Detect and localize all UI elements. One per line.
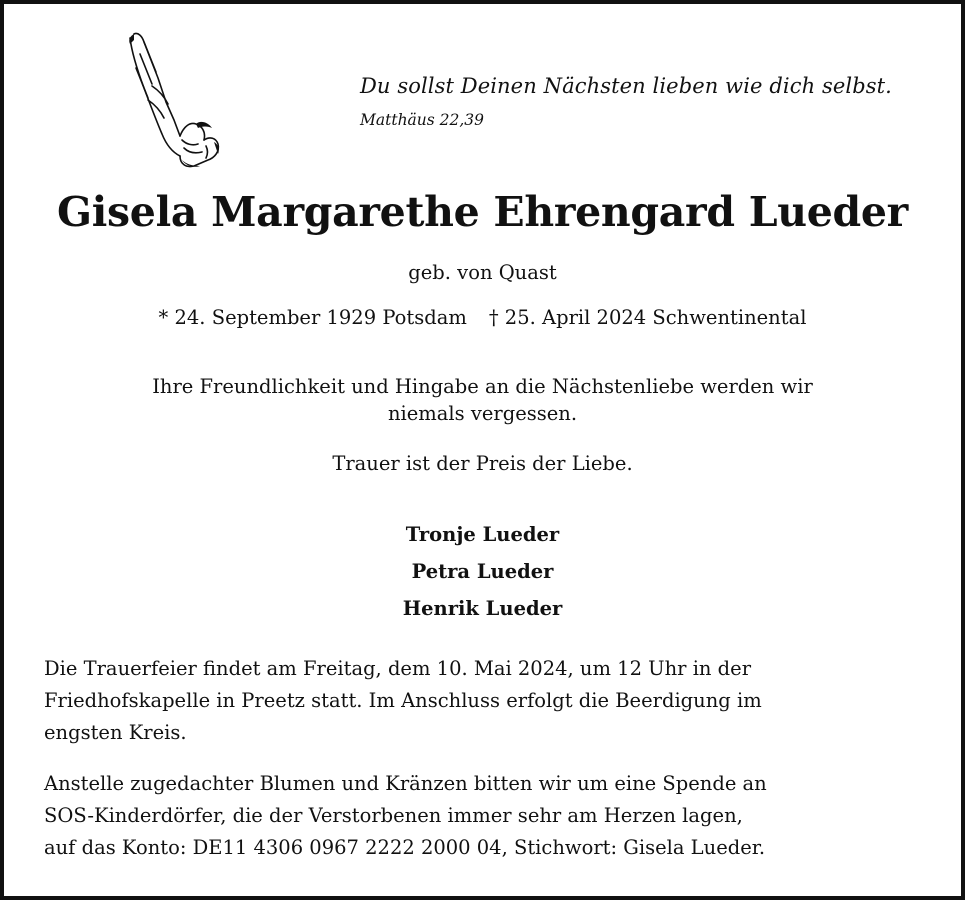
mourners-list (4, 516, 961, 627)
donation-info-line: Anstelle zugedachter Blumen und Kränzen bitten wir um eine Spende an (44, 772, 767, 795)
funeral-info-line: Die Trauerfeier findet am Freitag, dem 10. Mai 2024, um 12 Uhr in der (44, 657, 752, 680)
bible-verse: Du sollst Deinen Nächsten lieben wie dich selbst. (360, 74, 892, 98)
funeral-info-line: Friedhofskapelle in Preetz statt. Im Anschluss erfolgt die Beerdigung im (44, 689, 762, 712)
verse-reference: Matthäus 22,39 (360, 111, 485, 129)
mourner-name: Petra Lueder (411, 560, 554, 583)
funeral-info (44, 653, 924, 749)
death-date: † 25. April 2024 Schwentinental (488, 306, 807, 329)
deceased-name: Gisela Margarethe Ehrengard Lueder (57, 188, 908, 236)
donation-info-line: SOS-Kinderdörfer, die der Verstorbenen immer sehr am Herzen lagen, (44, 804, 743, 827)
funeral-info-line: engsten Kreis. (44, 721, 187, 744)
donation-info-line: auf das Konto: DE11 4306 0967 2222 2000 04, Stichwort: Gisela Lueder. (44, 836, 766, 859)
tribute-line: niemals vergessen. (387, 402, 578, 425)
tribute-text (84, 373, 881, 427)
tribute-line: Ihre Freundlichkeit und Hingabe an die Nächstenliebe werden wir (152, 375, 813, 398)
life-dates (4, 306, 961, 329)
maiden-name: geb. von Quast (408, 261, 557, 284)
mourner-name: Henrik Lueder (402, 597, 563, 620)
praying-hands-icon (122, 28, 222, 170)
mourning-quote: Trauer ist der Preis der Liebe. (332, 452, 633, 475)
birth-date: * 24. September 1929 Potsdam (158, 306, 467, 329)
donation-info (44, 768, 924, 864)
mourner-name: Tronje Lueder (405, 523, 560, 546)
